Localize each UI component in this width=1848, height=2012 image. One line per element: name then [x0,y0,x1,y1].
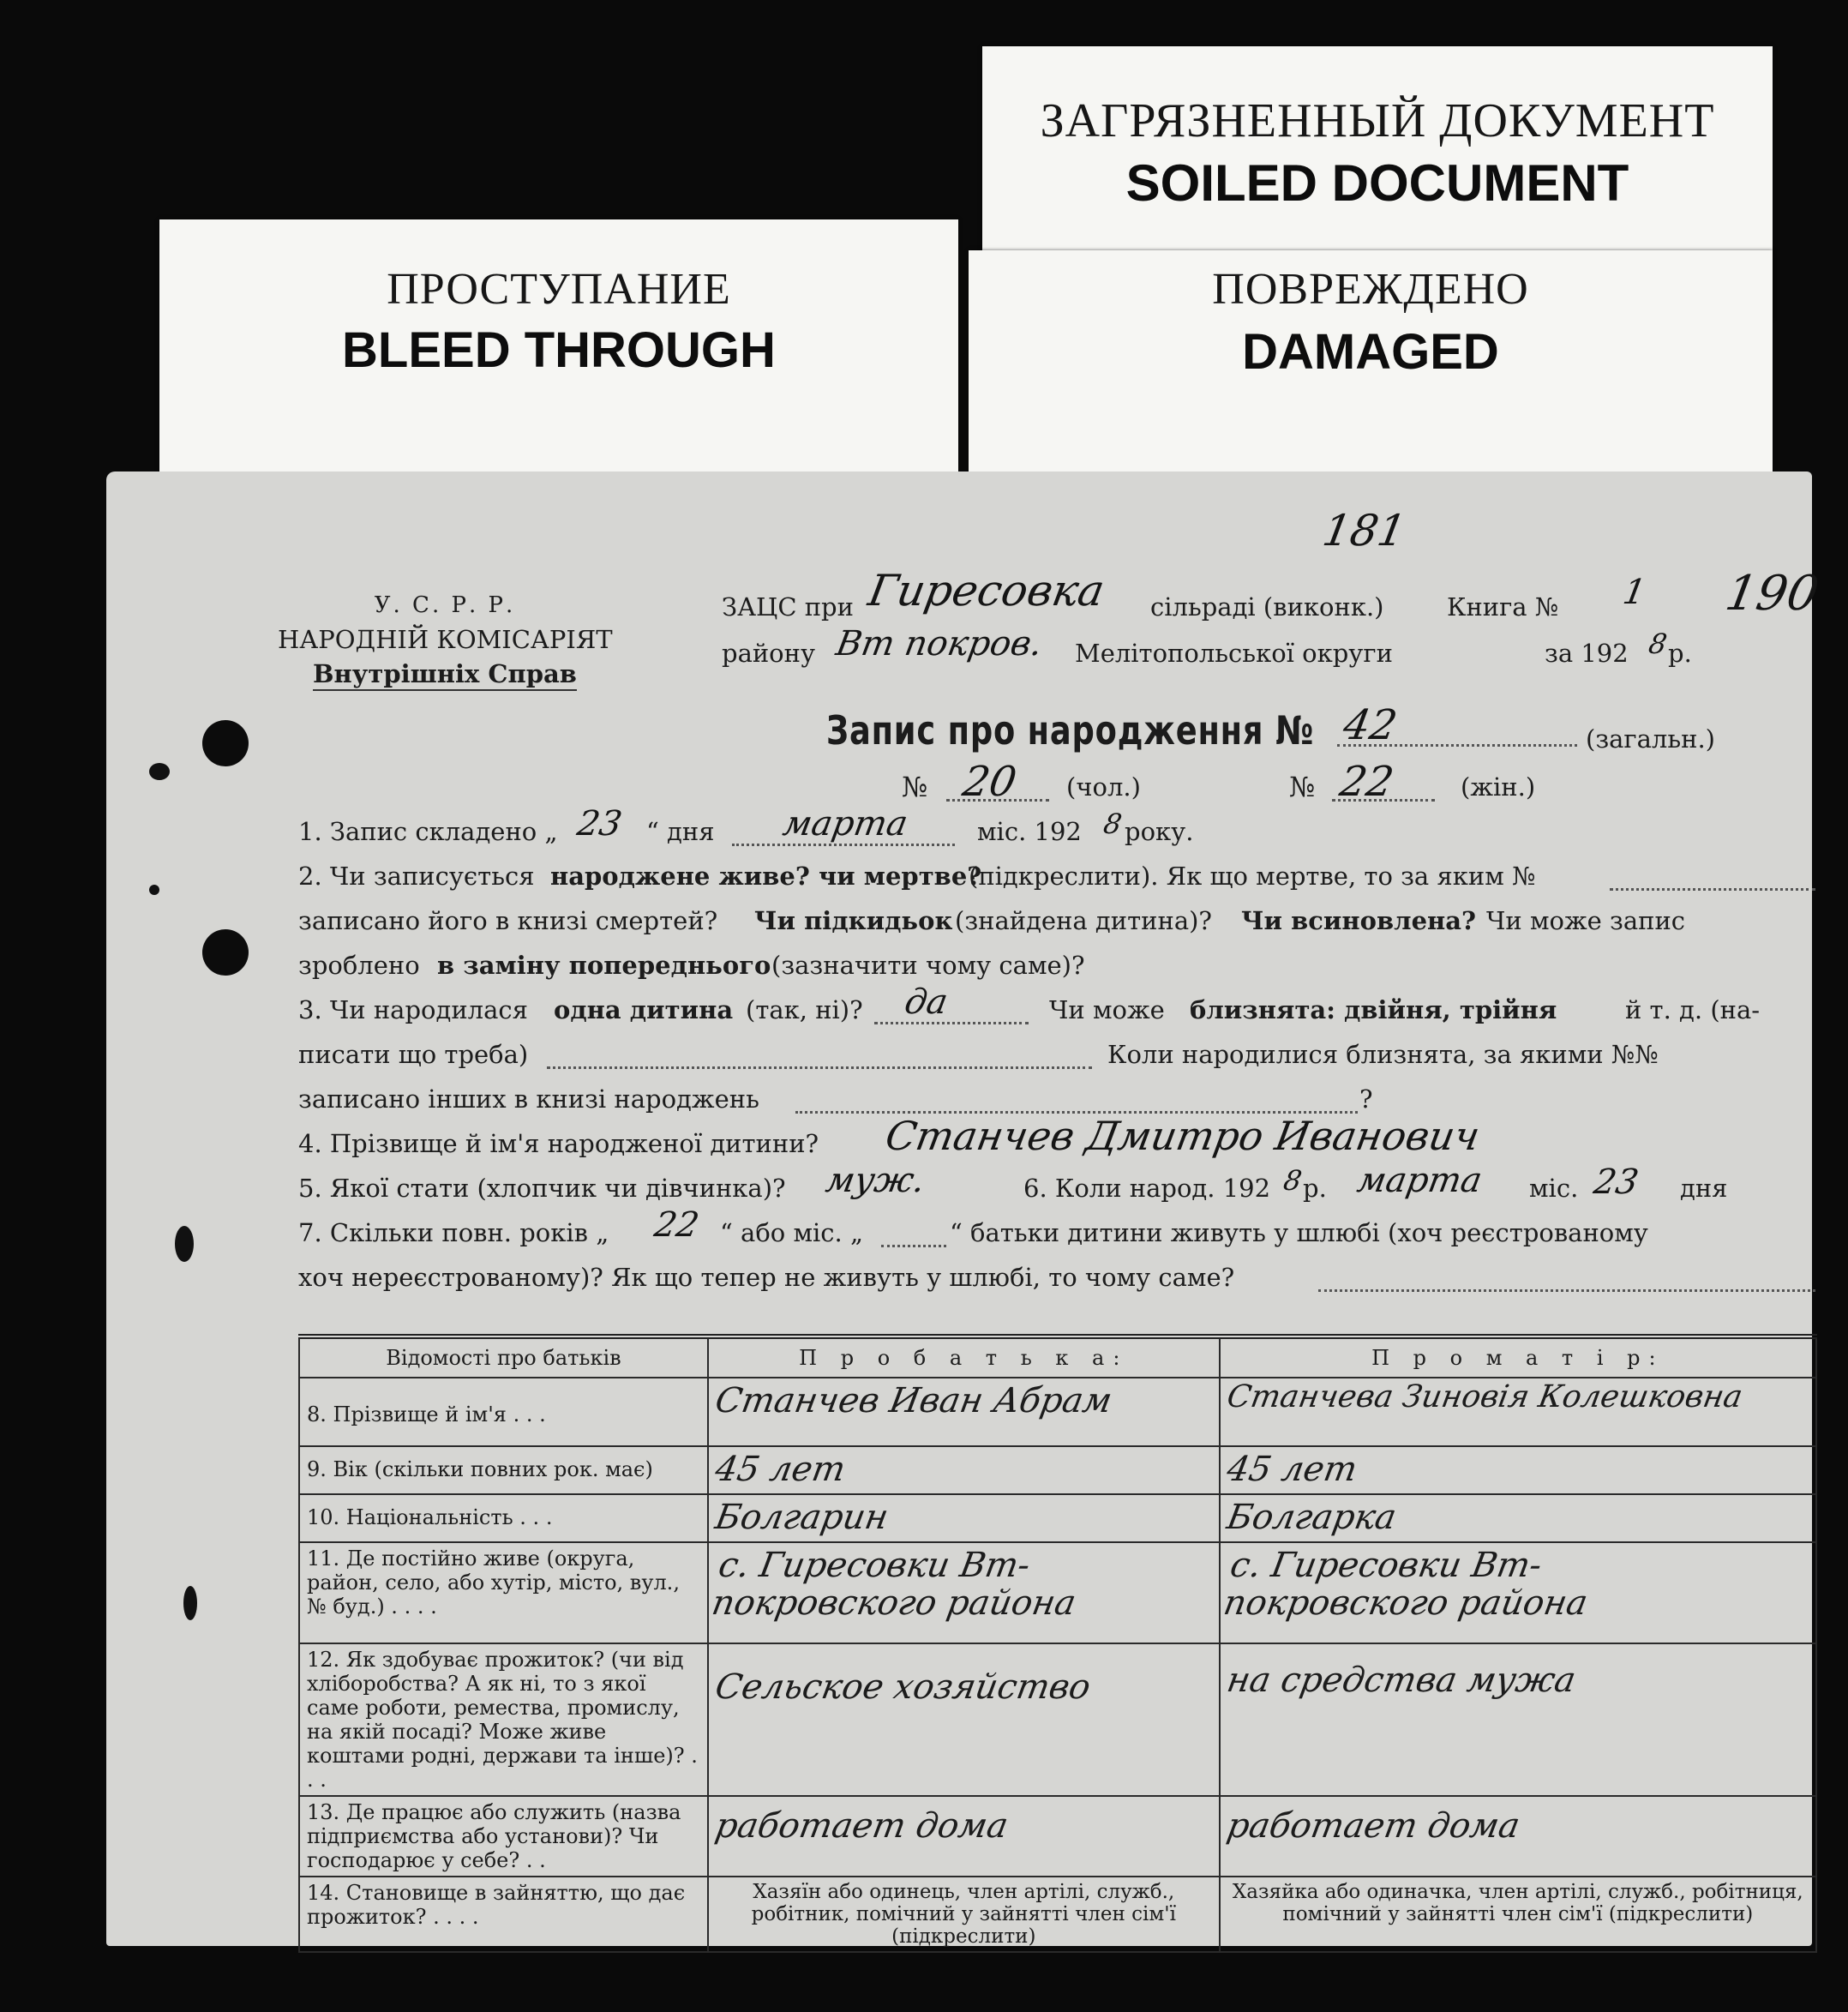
punch-hole [202,720,249,766]
fill-line [946,799,1049,802]
q1-text-c: міс. 192 [977,817,1082,846]
fill-line [547,1066,1092,1069]
fill-line [1318,1289,1815,1292]
page-number-right: 190 [1721,566,1823,622]
q1-year-digit: 8 [1101,808,1125,840]
father-value: Станчев Иван Абрам [711,1381,1115,1420]
q1-text-a: 1. Запис складено „ [298,817,558,846]
fill-line [1337,744,1577,747]
father-cell [708,1494,1220,1542]
q6-day-value: 23 [1590,1162,1641,1202]
father-value: Сельское хозяйство [711,1667,1094,1707]
q3-line1-c: (так, ні)? [746,995,863,1024]
father-cell [708,1796,1220,1877]
row-label: 13. Де працює або служить (назва підприємства або установи)? Чи господарює у себе? . . [299,1796,708,1877]
year-digit: 8 [1646,628,1670,660]
q1-month-value: марта [779,804,911,844]
q3-line2-a: писати що треба) [298,1040,529,1069]
damaged-label-ru: ПОВРЕЖДЕНО [1212,265,1529,314]
year-label: за 192 [1545,639,1629,668]
row-label: 8. Прізвище й ім'я . . . [299,1378,708,1446]
table-header: Відомості про батьків [299,1336,708,1378]
q3-line1-b: одна дитина [554,995,734,1024]
q2-line3-a: зроблено [298,951,420,980]
year-suffix: р. [1668,639,1692,668]
bleed-label-en: BLEED THROUGH [342,322,776,378]
q2-line3-b: в заміну попереднього [437,951,771,980]
mother-cell [1220,1446,1816,1494]
soiled-label-en: SOILED DOCUMENT [1125,154,1629,212]
q3-line1-a: 3. Чи народилася [298,995,528,1024]
q2-line2-c: (знайдена дитина)? [955,906,1212,935]
mother-cell [1220,1542,1816,1643]
q2-line3-c: (зазначити чому саме)? [771,951,1085,980]
q3-line3-a: записано інших в книзі народжень [298,1084,759,1114]
total-number-value: 42 [1340,701,1401,749]
row-label: 11. Де постійно живе (округа, район, село, або хутір, місто, вул., № буд.) . . . . [299,1542,708,1643]
mother-cell [1220,1494,1816,1542]
punch-hole [202,929,249,976]
q7-line1-c: “ батьки дитини живуть у шлюбі (хоч реєстрованому [950,1218,1648,1247]
mother-cell [1220,1378,1816,1446]
damaged-label-en: DAMAGED [1242,324,1499,380]
q2-line2-a: записано його в книзі смертей? [298,906,718,935]
parents-info-table [298,1334,1817,1953]
table-row [299,1643,1816,1796]
q1-day-value: 23 [573,804,625,844]
row-label: 9. Вік (скільки повних рок. має) [299,1446,708,1494]
margin-mark [149,885,159,895]
total-label: (загальн.) [1586,724,1715,754]
fill-line [874,1022,1029,1024]
father-cell [708,1643,1220,1796]
father-value: 45 лет [711,1450,849,1489]
q3-answer: да [901,982,951,1022]
row-label: 10. Національність . . . [299,1494,708,1542]
margin-mark [183,1586,197,1620]
mother-value: Болгарка [1223,1498,1400,1537]
table-row [299,1446,1816,1494]
q2-line2-e: Чи може запис [1486,906,1686,935]
table-row [299,1378,1816,1446]
q2-line1-b: народжене живе? чи мертве? [550,862,982,891]
book-number-value: 1 [1619,573,1649,612]
q4-child-name: Станчев Дмитро Иванович [882,1113,1484,1159]
mother-value: работает дома [1223,1806,1523,1846]
table-row [299,1542,1816,1643]
table-header: П р о б а т ь к а: [708,1336,1220,1378]
fill-line [1610,888,1815,891]
q6-text-b: р. [1303,1174,1327,1203]
mother-value: Станчева Зиновія Колешковна [1224,1379,1745,1414]
mother-value: 45 лет [1223,1450,1360,1489]
zacs-label: ЗАЦС при [722,592,854,622]
female-number-value: 22 [1336,758,1398,806]
table-row [299,1796,1816,1877]
table-header-row [299,1336,1816,1378]
q5-text: 5. Якої стати (хлопчик чи дівчинка)? [298,1174,786,1203]
fill-line [1332,799,1435,802]
bleed-label-ru: ПРОСТУПАНИЕ [387,265,731,314]
margin-mark [149,763,170,780]
q3-line1-f: й т. д. (на- [1625,995,1761,1024]
q6-month-value: марта [1353,1161,1485,1200]
fill-line [732,844,955,846]
q6-text-d: дня [1680,1174,1728,1203]
q2-line2-d: Чи всиновлена? [1241,906,1477,935]
father-value: работает дома [711,1806,1011,1846]
male-label: (чол.) [1066,772,1141,802]
mother-cell [1220,1796,1816,1877]
council-label: сільраді (виконк.) [1150,592,1384,622]
male-no-sign: № [902,771,928,803]
bleed-through-label [159,219,958,477]
org-line-1: У. С. Р. Р. [374,592,516,618]
district-label: району [722,639,816,668]
father-cell [708,1542,1220,1643]
father-value: Болгарин [711,1498,891,1537]
q2-line1-a: 2. Чи записується [298,862,535,891]
district-value: Вт покров. [832,624,1046,664]
mother-status-options: Хазяйка або одиначка, член артілі, служб., робітниця, помічний у зайнятті член сім'ї (підкреслити) [1220,1877,1816,1952]
q5-sex-value: муж. [822,1161,928,1200]
table-header: П р о м а т і р: [1220,1336,1816,1378]
q7-years-value: 22 [651,1205,702,1245]
fill-line [881,1245,946,1247]
soiled-label-ru: ЗАГРЯЗНЕННЫЙ ДОКУМЕНТ [1040,94,1715,147]
mother-value: с. Гиресовки Вт- покровского района [1220,1546,1591,1623]
book-label: Книга № [1447,592,1559,622]
father-value: с. Гиресовки Вт- покровского района [709,1546,1079,1623]
okrug-label: Мелітопольської округи [1075,639,1393,668]
q1-text-b: “ дня [646,817,715,846]
q7-line1-a: 7. Скільки повн. років „ [298,1218,609,1247]
row-label: 14. Становище в зайняттю, що дає прожиток? . . . . [299,1877,708,1952]
q6-year-digit: 8 [1281,1164,1305,1197]
damaged-label [969,250,1773,478]
q6-text-a: 6. Коли народ. 192 [1023,1174,1271,1203]
org-line-2: НАРОДНІЙ КОМІСАРІЯТ [278,625,613,654]
q3-line3-q: ? [1359,1084,1373,1114]
q3-line1-e: близнята: двійня, трійня [1190,995,1557,1024]
issuing-authority [278,590,612,691]
q3-line2-b: Коли народилися близнята, за якими №№ [1107,1040,1659,1069]
q4-text: 4. Прізвище й ім'я народженої дитини? [298,1129,819,1158]
female-no-sign: № [1289,771,1316,803]
q3-line1-d: Чи може [1049,995,1165,1024]
org-line-3: Внутрішніх Справ [313,658,577,691]
mother-cell [1220,1643,1816,1796]
table-row [299,1877,1816,1952]
page-number-top: 181 [1318,506,1410,556]
mother-value: на средства мужа [1223,1661,1579,1700]
birth-record-form [106,471,1823,1948]
record-title: Запис про народження № [826,707,1315,754]
father-status-options: Хазяїн або одинець, член артілі, служб., робітник, помічний у зайнятті член сім'ї (підкреслити) [708,1877,1220,1952]
q6-text-c: міс. [1529,1174,1579,1203]
q1-text-d: року. [1125,817,1194,846]
q7-line2: хоч нереєстрованому)? Як що тепер не живуть у шлюбі, то чому саме? [298,1263,1235,1292]
row-label: 12. Як здобуває прожиток? (чи від хліборобства? А як ні, то з якої саме роботи, ремества, промислу, на якій посаді? Може живе коштами родні, держави та інше)? . . . [299,1643,708,1796]
q7-line1-b: “ або міс. „ [720,1218,864,1247]
female-label: (жін.) [1461,772,1536,802]
father-cell [708,1378,1220,1446]
village-value: Гиресовка [864,566,1108,616]
father-cell [708,1446,1220,1494]
table-row [299,1494,1816,1542]
male-number-value: 20 [959,758,1021,806]
margin-mark [175,1226,194,1262]
q2-line1-c: (підкреслити). Як що мертве, то за яким № [969,862,1536,891]
q2-line2-b: Чи підкидьок [754,906,953,935]
